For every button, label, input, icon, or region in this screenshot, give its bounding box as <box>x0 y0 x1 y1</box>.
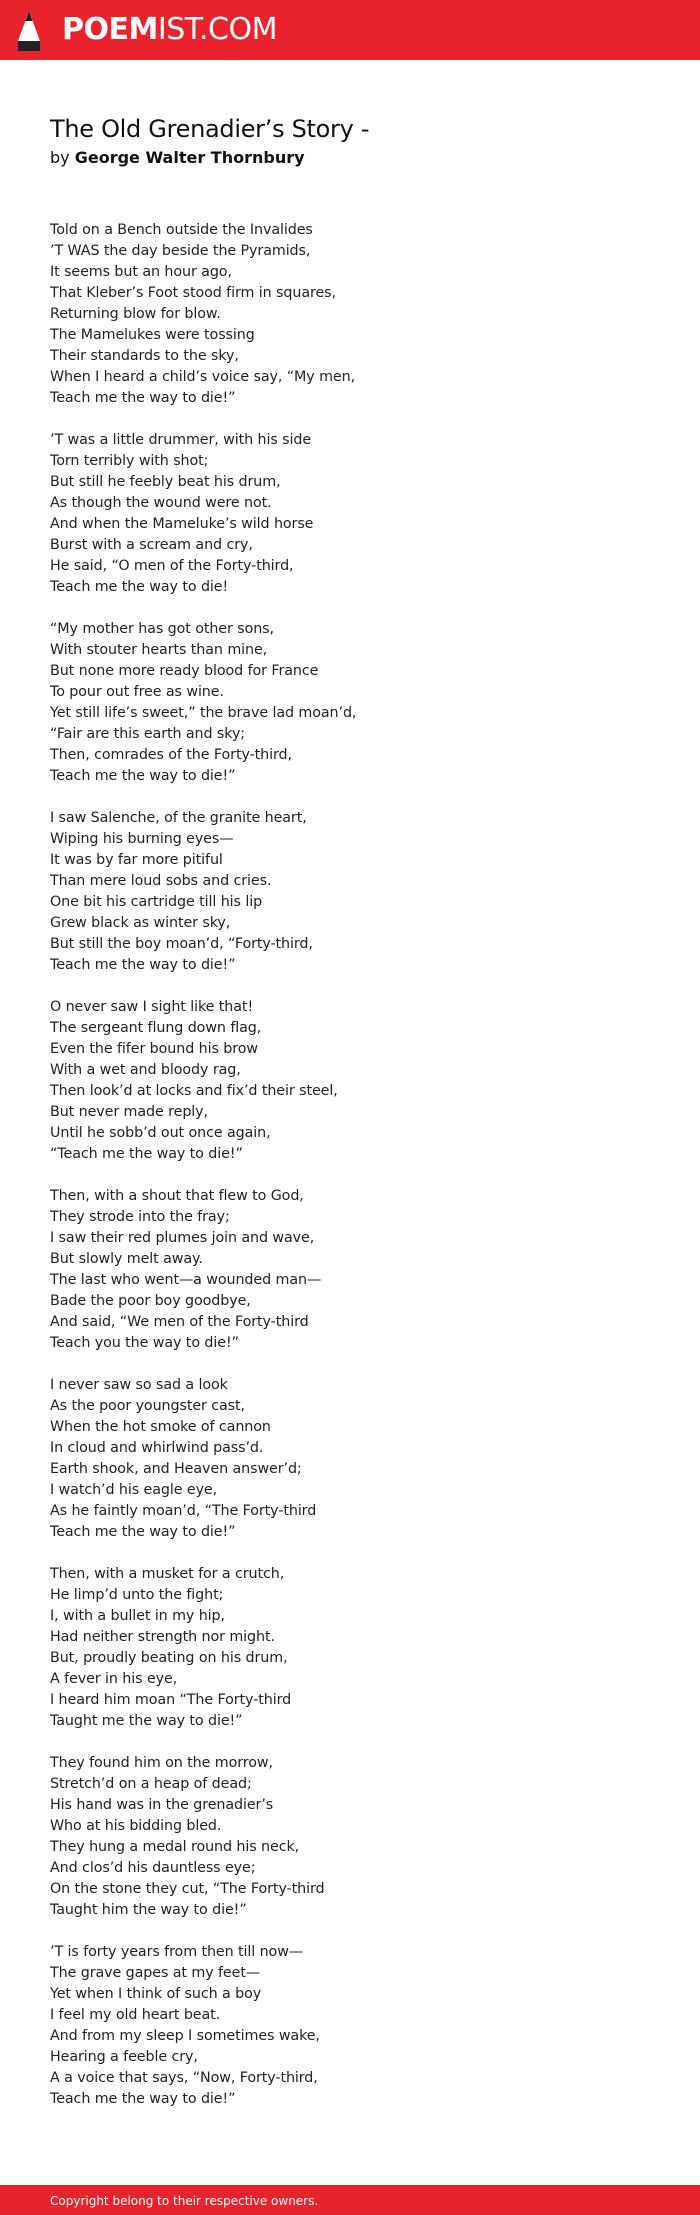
poem-line: The sergeant flung down flag, <box>50 1020 262 1036</box>
poem-line: Then, with a musket for a crutch, <box>50 1566 285 1582</box>
poem-stanza <box>50 220 650 409</box>
poem-line: Then, comrades of the Forty-third, <box>50 747 292 763</box>
poem-line: Taught him the way to die!” <box>50 1902 247 1918</box>
poem-line: Then look’d at locks and fix’d their steel, <box>50 1083 338 1099</box>
poem-line: It was by far more pitiful <box>50 852 223 868</box>
poem-line: But none more ready blood for France <box>50 663 319 679</box>
poem-line: And said, “We men of the Forty-third <box>50 1314 309 1330</box>
poem-line: I saw their red plumes join and wave, <box>50 1230 315 1246</box>
poem-line: But still he feebly beat his drum, <box>50 474 281 490</box>
poem-line: Earth shook, and Heaven answer’d; <box>50 1461 302 1477</box>
poem-line: I saw Salenche, of the granite heart, <box>50 810 307 826</box>
poem-line: Who at his bidding bled. <box>50 1818 222 1834</box>
pencil-tip-icon[interactable] <box>17 11 41 51</box>
poem-line: Until he sobb’d out once again, <box>50 1125 271 1141</box>
poem-line: Stretch’d on a heap of dead; <box>50 1776 252 1792</box>
poem-line: With a wet and bloody rag, <box>50 1062 241 1078</box>
poem-line: The grave gapes at my feet— <box>50 1965 261 1981</box>
poem-line: Told on a Bench outside the Invalides <box>50 222 313 238</box>
poem-line: But still the boy moan’d, “Forty-third, <box>50 936 313 952</box>
copyright-text: Copyright belong to their respective owners. <box>50 2194 319 2208</box>
poem-byline <box>50 146 650 170</box>
poem-stanza <box>50 997 650 1165</box>
poem-line: It seems but an hour ago, <box>50 264 232 280</box>
poem-line: A fever in his eye, <box>50 1671 178 1687</box>
poem-line: Taught me the way to die!” <box>50 1713 243 1729</box>
poem-line: Then, with a shout that flew to God, <box>50 1188 304 1204</box>
poem-line: “Fair are this earth and sky; <box>50 726 246 742</box>
poem-line: ’T is forty years from then till now— <box>50 1944 303 1960</box>
site-logo-text[interactable] <box>62 12 277 48</box>
poem-line: Burst with a scream and cry, <box>50 537 253 553</box>
poem-line: And when the Mameluke’s wild horse <box>50 516 314 532</box>
poem-line: When the hot smoke of cannon <box>50 1419 271 1435</box>
poem-line: O never saw I sight like that! <box>50 999 254 1015</box>
poem-line: They strode into the fray; <box>50 1209 230 1225</box>
poem-line: Teach me the way to die!” <box>50 957 236 973</box>
poem-line: With stouter hearts than mine, <box>50 642 268 658</box>
poem-line: Teach me the way to die!” <box>50 390 236 406</box>
poem-line: He said, “O men of the Forty-third, <box>50 558 294 574</box>
poem-line: Yet when I think of such a boy <box>50 1986 262 2002</box>
site-header <box>0 0 700 60</box>
poem-line: But never made reply, <box>50 1104 208 1120</box>
poem-line: Teach me the way to die!” <box>50 2091 236 2107</box>
poem-line: And clos’d his dauntless eye; <box>50 1860 256 1876</box>
poem-line: He limp’d unto the fight; <box>50 1587 224 1603</box>
poem-line: I never saw so sad a look <box>50 1377 228 1393</box>
poem-line: Wiping his burning eyes— <box>50 831 234 847</box>
poem-line: On the stone they cut, “The Forty-third <box>50 1881 325 1897</box>
poem-line: Had neither strength nor might. <box>50 1629 275 1645</box>
poem-line: Teach you the way to die!” <box>50 1335 239 1351</box>
poem-line: Torn terribly with shot; <box>50 453 209 469</box>
poem-line: Yet still life’s sweet,” the brave lad moan’d, <box>50 705 357 721</box>
poem-line: Teach me the way to die!” <box>50 1524 236 1540</box>
poem-line: ’T was a little drummer, with his side <box>50 432 312 448</box>
poem-line: One bit his cartridge till his lip <box>50 894 263 910</box>
poem-stanza <box>50 1753 650 1921</box>
poem-line: As though the wound were not. <box>50 495 272 511</box>
poem-author: George Walter Thornbury <box>74 148 305 167</box>
poem-line: Than mere loud sobs and cries. <box>50 873 272 889</box>
poem-line: I, with a bullet in my hip, <box>50 1608 225 1624</box>
poem-line: Returning blow for blow. <box>50 306 221 322</box>
poem-line: Teach me the way to die! <box>50 579 229 595</box>
brand-light: IST.COM <box>157 12 277 47</box>
poem-line: Bade the poor boy goodbye, <box>50 1293 251 1309</box>
poem-line: Hearing a feeble cry, <box>50 2049 198 2065</box>
poem-line: ’T WAS the day beside the Pyramids, <box>50 243 311 259</box>
poem-line: His hand was in the grenadier’s <box>50 1797 274 1813</box>
poem-line: That Kleber’s Foot stood firm in squares, <box>50 285 336 301</box>
poem-line: The last who went—a wounded man— <box>50 1272 322 1288</box>
poem-line: “My mother has got other sons, <box>50 621 274 637</box>
site-footer <box>0 2185 700 2215</box>
poem-line: The Mamelukes were tossing <box>50 327 255 343</box>
poem-line: I feel my old heart beat. <box>50 2007 221 2023</box>
poem-stanza <box>50 1564 650 1732</box>
poem-stanza <box>50 1375 650 1543</box>
poem-stanza <box>50 808 650 976</box>
poem-line: I heard him moan “The Forty-third <box>50 1692 292 1708</box>
poem-content <box>50 112 650 2131</box>
poem-stanza <box>50 619 650 787</box>
by-label: by <box>50 148 70 167</box>
poem-line: I watch’d his eagle eye, <box>50 1482 218 1498</box>
poem-body <box>50 220 650 2110</box>
poem-line: A a voice that says, “Now, Forty-third, <box>50 2070 318 2086</box>
poem-line: And from my sleep I sometimes wake, <box>50 2028 320 2044</box>
poem-line: But slowly melt away. <box>50 1251 203 1267</box>
poem-line: In cloud and whirlwind pass’d. <box>50 1440 264 1456</box>
poem-stanza <box>50 1186 650 1354</box>
poem-stanza <box>50 1942 650 2110</box>
poem-line: Grew black as winter sky, <box>50 915 231 931</box>
poem-stanza <box>50 430 650 598</box>
poem-line: Even the fifer bound his brow <box>50 1041 258 1057</box>
poem-line: When I heard a child’s voice say, “My men, <box>50 369 356 385</box>
poem-line: Teach me the way to die!” <box>50 768 236 784</box>
poem-line: “Teach me the way to die!” <box>50 1146 243 1162</box>
brand-bold: POEM <box>62 12 158 47</box>
poem-line: Their standards to the sky, <box>50 348 239 364</box>
poem-line: As he faintly moan’d, “The Forty-third <box>50 1503 317 1519</box>
poem-line: But, proudly beating on his drum, <box>50 1650 288 1666</box>
poem-line: They found him on the morrow, <box>50 1755 273 1771</box>
poem-line: As the poor youngster cast, <box>50 1398 245 1414</box>
poem-title: The Old Grenadier’s Story - <box>50 115 370 143</box>
poem-line: To pour out free as wine. <box>50 684 224 700</box>
poem-line: They hung a medal round his neck, <box>50 1839 300 1855</box>
